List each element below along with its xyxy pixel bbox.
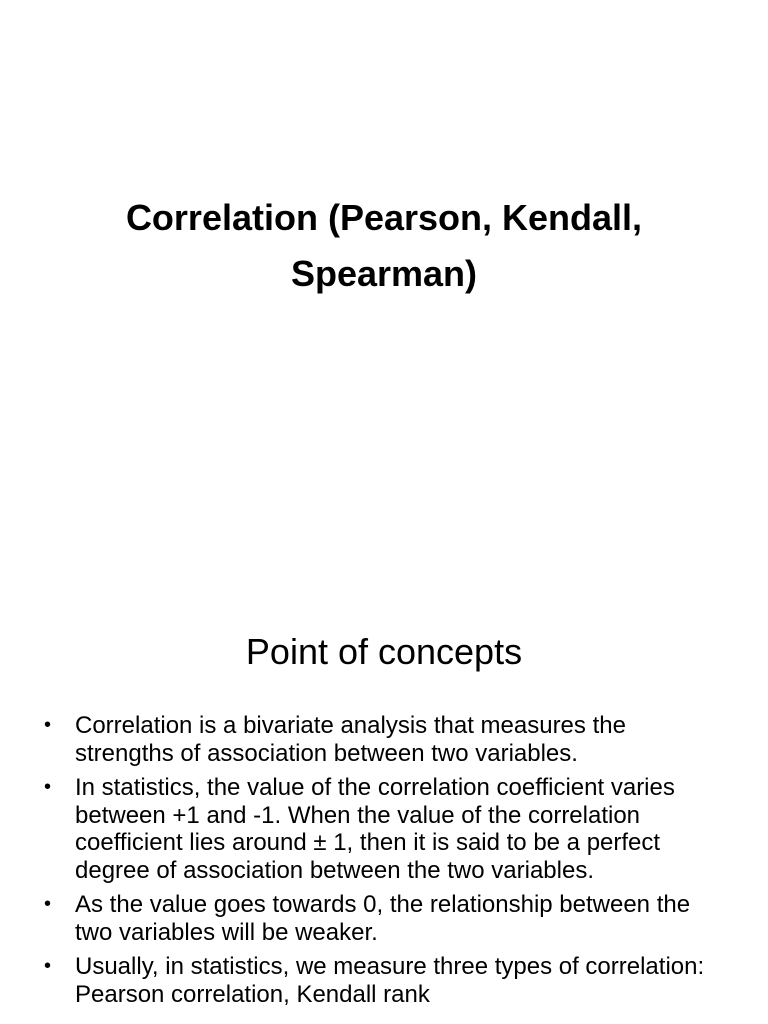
bullet-text: Usually, in statistics, we measure three types of correlation: Pearson correlation, Kendall rank bbox=[75, 953, 705, 1008]
bullet-item bbox=[40, 891, 730, 946]
content-slide bbox=[0, 576, 768, 1024]
bullet-item bbox=[40, 953, 730, 1008]
bullet-icon: • bbox=[44, 955, 52, 977]
bullet-text: As the value goes towards 0, the relationship between the two variables will be weaker. bbox=[75, 891, 691, 946]
bullet-text: Correlation is a bivariate analysis that measures the strengths of association between two variables. bbox=[75, 712, 626, 767]
slide-heading: Point of concepts bbox=[245, 631, 523, 672]
bullet-item bbox=[40, 712, 730, 767]
bullet-icon: • bbox=[44, 776, 52, 798]
bullet-icon: • bbox=[44, 893, 52, 915]
bullet-text: In statistics, the value of the correlation coefficient varies between +1 and -1. When the value of the correlation coefficient lies around ± 1, then it is said to be a perfect degree of association between the two variables. bbox=[75, 774, 675, 884]
bullet-item bbox=[40, 774, 730, 884]
bullet-list bbox=[40, 712, 730, 1015]
slide-title: Correlation (Pearson, Kendall, Spearman) bbox=[125, 197, 643, 294]
bullet-icon: • bbox=[44, 714, 52, 736]
